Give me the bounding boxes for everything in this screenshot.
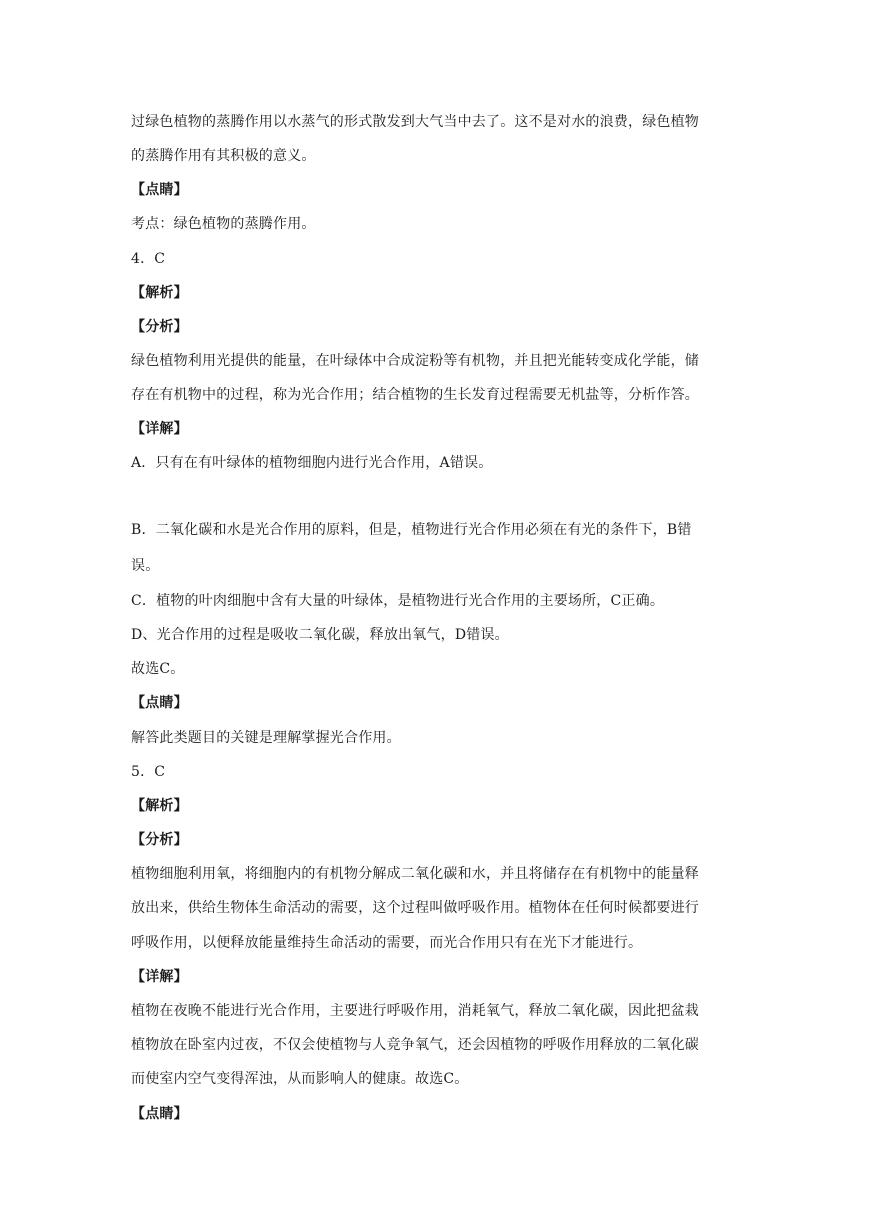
text-line: 的蒸腾作用有其积极的意义。 xyxy=(131,148,316,164)
option-d: D、光合作用的过程是吸收二氧化碳，释放出氧气，D错误。 xyxy=(131,627,509,643)
section-heading-jiexi: 【解析】 xyxy=(131,285,188,301)
section-heading-dianjing: 【点睛】 xyxy=(131,182,188,198)
text-line: 解答此类题目的关键是理解掌握光合作用。 xyxy=(131,730,401,746)
section-heading-dianjing: 【点睛】 xyxy=(131,695,188,711)
section-heading-jiexi: 【解析】 xyxy=(131,798,188,814)
text-line: 呼吸作用，以便释放能量维持生命活动的需要，而光合作用只有在光下才能进行。 xyxy=(131,935,643,951)
option-c: C．植物的叶肉细胞中含有大量的叶绿体，是植物进行光合作用的主要场所，C正确。 xyxy=(131,593,665,609)
section-heading-dianjing: 【点睛】 xyxy=(131,1106,188,1122)
text-line: 放出来，供给生物体生命活动的需要，这个过程叫做呼吸作用。植物体在任何时候都要进行 xyxy=(131,900,699,916)
option-b: B．二氧化碳和水是光合作用的原料，但是，植物进行光合作用必须在有光的条件下，B错 xyxy=(131,522,692,538)
text-line: 植物细胞利用氧，将细胞内的有机物分解成二氧化碳和水，并且将储存在有机物中的能量释 xyxy=(131,866,699,882)
text-line: 过绿色植物的蒸腾作用以水蒸气的形式散发到大气当中去了。这不是对水的浪费，绿色植物 xyxy=(131,114,699,130)
section-heading-xiangjie: 【详解】 xyxy=(131,969,188,985)
section-heading-fenxi: 【分析】 xyxy=(131,319,188,335)
text-line: 植物放在卧室内过夜，不仅会使植物与人竞争氧气，还会因植物的呼吸作用释放的二氧化碳 xyxy=(131,1037,699,1053)
text-line: 存在有机物中的过程，称为光合作用；结合植物的生长发育过程需要无机盐等，分析作答。 xyxy=(131,387,699,403)
section-heading-xiangjie: 【详解】 xyxy=(131,421,188,437)
text-line: 植物在夜晚不能进行光合作用，主要进行呼吸作用，消耗氧气，释放二氧化碳，因此把盆栽 xyxy=(131,1003,699,1019)
answer-choice: 故选C。 xyxy=(131,661,185,677)
text-line: 绿色植物利用光提供的能量，在叶绿体中合成淀粉等有机物，并且把光能转变成化学能，储 xyxy=(131,353,699,369)
text-line: 而使室内空气变得浑浊，从而影响人的健康。故选C。 xyxy=(131,1071,469,1087)
question-answer: 5．C xyxy=(131,764,166,780)
option-a: A．只有在有叶绿体的植物细胞内进行光合作用，A错误。 xyxy=(131,455,493,471)
text-line: 考点：绿色植物的蒸腾作用。 xyxy=(131,216,316,232)
section-heading-fenxi: 【分析】 xyxy=(131,832,188,848)
question-answer: 4．C xyxy=(131,251,166,267)
text-line: 误。 xyxy=(131,558,160,574)
